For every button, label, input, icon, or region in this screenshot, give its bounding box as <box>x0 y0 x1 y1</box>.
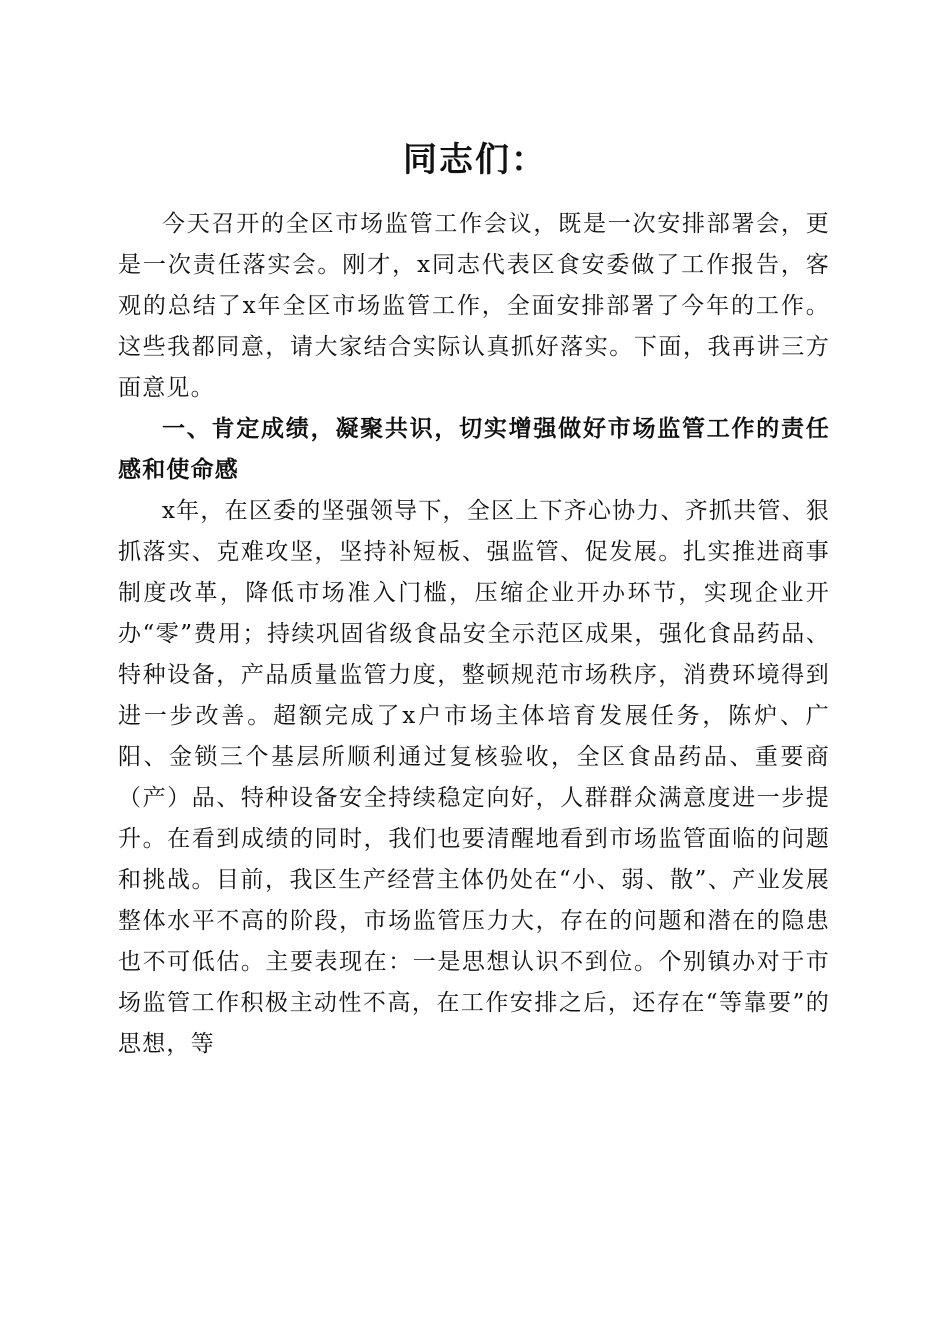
document-body <box>118 204 830 1065</box>
section-paragraph: x年，在区委的坚强领导下，全区上下齐心协力、齐抓共管、狠抓落实、克难攻坚，坚持补短板、强监管、促发展。扎实推进商事制度改革，降低市场准入门槛，压缩企业开办环节，实现企业开办“零”费用；持续巩固省级食品安全示范区成果，强化食品药品、特种设备，产品质量监管力度，整顿规范市场秩序，消费环境得到进一步改善。超额完成了x户市场主体培育发展任务，陈炉、广阳、金锁三个基层所顺利通过复核验收，全区食品药品、重要商（产）品、特种设备安全持续稳定向好，人群群众满意度进一步提升。在看到成绩的同时，我们也要清醒地看到市场监管面临的问题和挑战。目前，我区生产经营主体仍处在“小、弱、散”、产业发展整体水平不高的阶段，市场监管压力大，存在的问题和潜在的隐患也不可低估。主要表现在：一是思想认识不到位。个别镇办对于市场监管工作积极主动性不高，在工作安排之后，还存在“等靠要”的思想，等 <box>118 498 830 1057</box>
section-heading: 一、肯定成绩，凝聚共识，切实增强做好市场监管工作的责任感和使命感 <box>118 416 830 483</box>
opening-paragraph: 今天召开的全区市场监管工作会议，既是一次安排部署会，更是一次责任落实会。刚才，x同志代表区食安委做了工作报告，客观的总结了x年全区市场监管工作，全面安排部署了今年的工作。这些我都同意，请大家结合实际认真抓好落实。下面，我再讲三方面意见。 <box>118 211 830 401</box>
page-title: 同志们： <box>403 140 547 180</box>
